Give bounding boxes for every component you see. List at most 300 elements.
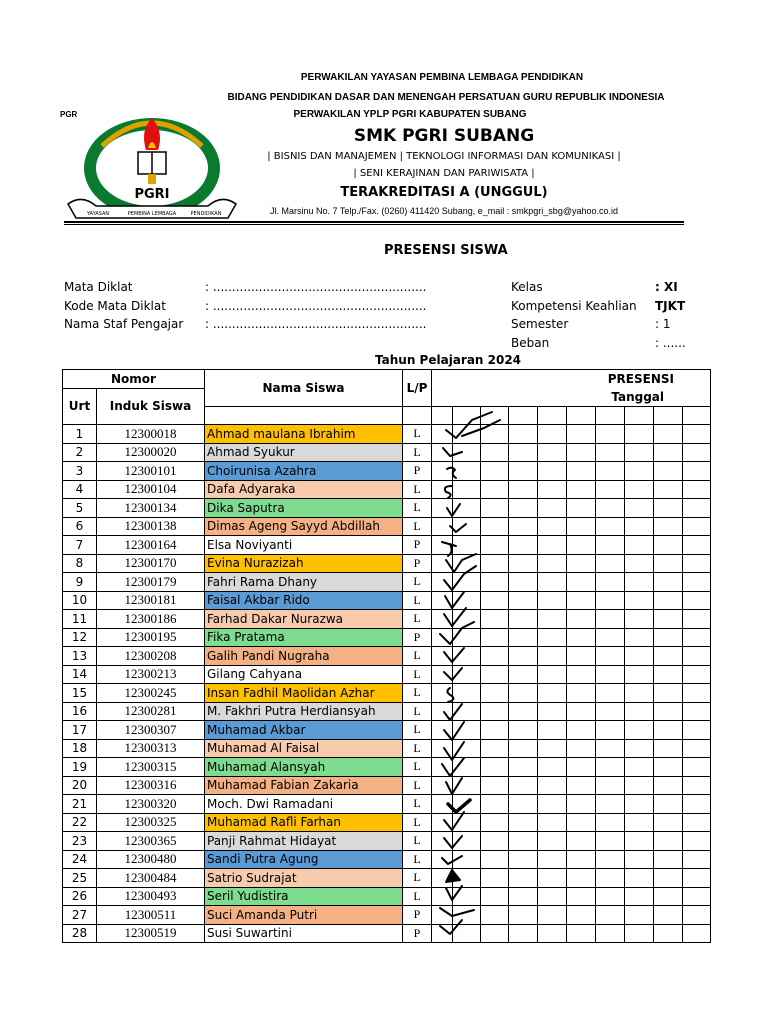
student-name-cell: Choirunisa Azahra bbox=[205, 462, 403, 481]
urt-header: Urt bbox=[63, 388, 97, 425]
date-cell bbox=[625, 406, 654, 425]
table-row bbox=[63, 795, 711, 814]
urt-cell: 28 bbox=[63, 924, 97, 943]
attendance-cell bbox=[654, 776, 683, 795]
attendance-cell bbox=[481, 517, 509, 536]
attendance-cell bbox=[625, 795, 654, 814]
student-name-cell: Muhamad Rafli Farhan bbox=[205, 813, 403, 832]
attendance-cell bbox=[654, 647, 683, 666]
attendance-cell bbox=[625, 869, 654, 888]
attendance-cell bbox=[453, 536, 481, 555]
student-name-cell: Evina Nurazizah bbox=[205, 554, 403, 573]
attendance-cell bbox=[654, 665, 683, 684]
attendance-cell bbox=[567, 628, 596, 647]
attendance-cell bbox=[596, 702, 625, 721]
lp-cell: L bbox=[403, 758, 432, 777]
mata-diklat-label: Mata Diklat bbox=[64, 280, 133, 294]
induk-cell: 12300316 bbox=[97, 776, 205, 795]
attendance-cell bbox=[654, 795, 683, 814]
attendance-cell bbox=[625, 610, 654, 629]
attendance-cell bbox=[567, 832, 596, 851]
attendance-cell bbox=[625, 813, 654, 832]
attendance-cell bbox=[509, 906, 538, 925]
lp-cell: P bbox=[403, 924, 432, 943]
lp-cell: L bbox=[403, 795, 432, 814]
nomor-header: Nomor bbox=[63, 370, 205, 389]
urt-cell: 5 bbox=[63, 499, 97, 518]
induk-cell: 12300511 bbox=[97, 906, 205, 925]
attendance-cell bbox=[567, 776, 596, 795]
student-name-cell: Dika Saputra bbox=[205, 499, 403, 518]
attendance-cell bbox=[683, 499, 711, 518]
attendance-cell bbox=[654, 813, 683, 832]
attendance-cell bbox=[481, 850, 509, 869]
attendance-cell bbox=[538, 813, 567, 832]
induk-cell: 12300307 bbox=[97, 721, 205, 740]
attendance-cell bbox=[683, 869, 711, 888]
attendance-cell bbox=[654, 850, 683, 869]
attendance-cell bbox=[509, 591, 538, 610]
attendance-cell bbox=[481, 795, 509, 814]
attendance-cell bbox=[509, 610, 538, 629]
attendance-cell bbox=[481, 869, 509, 888]
lp-cell: L bbox=[403, 887, 432, 906]
attendance-cell bbox=[538, 776, 567, 795]
attendance-cell bbox=[683, 776, 711, 795]
induk-cell: 12300101 bbox=[97, 462, 205, 481]
attendance-cell bbox=[481, 684, 509, 703]
attendance-cell bbox=[567, 739, 596, 758]
urt-cell: 13 bbox=[63, 647, 97, 666]
letterhead-divider bbox=[64, 221, 684, 223]
attendance-cell bbox=[509, 739, 538, 758]
urt-cell: 23 bbox=[63, 832, 97, 851]
attendance-cell bbox=[481, 536, 509, 555]
attendance-cell bbox=[538, 739, 567, 758]
attendance-cell bbox=[654, 573, 683, 592]
lp-cell: L bbox=[403, 665, 432, 684]
attendance-cell bbox=[538, 795, 567, 814]
attendance-cell bbox=[596, 795, 625, 814]
attendance-cell bbox=[509, 647, 538, 666]
attendance-cell bbox=[683, 462, 711, 481]
attendance-cell bbox=[567, 610, 596, 629]
tanggal-header: Tanggal bbox=[432, 388, 711, 406]
table-row bbox=[63, 591, 711, 610]
attendance-cell bbox=[567, 758, 596, 777]
beban-label: Beban bbox=[511, 336, 550, 350]
attendance-cell bbox=[481, 554, 509, 573]
lp-cell: P bbox=[403, 554, 432, 573]
staf-field: : ........................................................ bbox=[205, 317, 427, 331]
attendance-cell bbox=[567, 554, 596, 573]
attendance-cell bbox=[453, 425, 481, 444]
urt-cell: 8 bbox=[63, 554, 97, 573]
attendance-cell bbox=[596, 869, 625, 888]
attendance-cell bbox=[683, 758, 711, 777]
attendance-cell bbox=[654, 702, 683, 721]
attendance-cell bbox=[453, 832, 481, 851]
attendance-cell bbox=[509, 850, 538, 869]
attendance-cell bbox=[538, 443, 567, 462]
attendance-cell bbox=[538, 536, 567, 555]
semester-label: Semester bbox=[511, 317, 569, 331]
urt-cell: 10 bbox=[63, 591, 97, 610]
attendance-cell bbox=[596, 776, 625, 795]
attendance-cell bbox=[683, 739, 711, 758]
attendance-cell bbox=[625, 684, 654, 703]
induk-cell: 12300179 bbox=[97, 573, 205, 592]
attendance-cell bbox=[481, 647, 509, 666]
urt-cell: 1 bbox=[63, 425, 97, 444]
lp-cell: P bbox=[403, 536, 432, 555]
date-cell bbox=[596, 406, 625, 425]
attendance-cell bbox=[596, 462, 625, 481]
attendance-cell bbox=[654, 721, 683, 740]
attendance-cell bbox=[432, 776, 453, 795]
attendance-cell bbox=[481, 480, 509, 499]
table-row bbox=[63, 813, 711, 832]
letterhead-line-2: BIDANG PENDIDIKAN DASAR DAN MENENGAH PERSATUAN GURU REPUBLIK INDONESIA bbox=[227, 92, 665, 103]
school-address: Jl. Marsinu No. 7 Telp./Fax. (0260) 411420 Subang, e_mail : smkpgri_sbg@yahoo.co.id bbox=[270, 206, 618, 216]
attendance-cell bbox=[453, 887, 481, 906]
cut-off-text: PGR bbox=[60, 110, 78, 119]
table-row bbox=[63, 610, 711, 629]
attendance-cell bbox=[567, 462, 596, 481]
attendance-cell bbox=[453, 924, 481, 943]
table-row bbox=[63, 739, 711, 758]
lp-cell: P bbox=[403, 906, 432, 925]
attendance-cell bbox=[625, 499, 654, 518]
attendance-cell bbox=[538, 924, 567, 943]
urt-cell: 24 bbox=[63, 850, 97, 869]
lp-cell: L bbox=[403, 739, 432, 758]
attendance-cell bbox=[683, 813, 711, 832]
accreditation: TERAKREDITASI A (UNGGUL) bbox=[340, 185, 548, 200]
attendance-cell bbox=[596, 906, 625, 925]
urt-cell: 12 bbox=[63, 628, 97, 647]
attendance-cell bbox=[432, 573, 453, 592]
attendance-cell bbox=[567, 591, 596, 610]
presensi-header: PRESENSI bbox=[432, 370, 711, 389]
student-name-cell: Dimas Ageng Sayyd Abdillah bbox=[205, 517, 403, 536]
attendance-cell bbox=[453, 776, 481, 795]
kelas-value: : XI bbox=[655, 280, 678, 294]
attendance-cell bbox=[654, 499, 683, 518]
student-name-cell: M. Fakhri Putra Herdiansyah bbox=[205, 702, 403, 721]
table-row bbox=[63, 517, 711, 536]
attendance-cell bbox=[509, 443, 538, 462]
date-cell bbox=[509, 406, 538, 425]
attendance-cell bbox=[432, 536, 453, 555]
attendance-cell bbox=[654, 554, 683, 573]
lp-cell: L bbox=[403, 499, 432, 518]
lp-cell: L bbox=[403, 721, 432, 740]
attendance-cell bbox=[509, 887, 538, 906]
attendance-cell bbox=[481, 610, 509, 629]
attendance-cell bbox=[509, 832, 538, 851]
attendance-cell bbox=[509, 758, 538, 777]
lp-cell: L bbox=[403, 573, 432, 592]
attendance-cell bbox=[538, 610, 567, 629]
attendance-cell bbox=[596, 813, 625, 832]
attendance-cell bbox=[481, 425, 509, 444]
lp-cell: L bbox=[403, 480, 432, 499]
induk-cell: 12300208 bbox=[97, 647, 205, 666]
attendance-cell bbox=[432, 425, 453, 444]
nama-header: Nama Siswa bbox=[205, 370, 403, 407]
attendance-cell bbox=[481, 462, 509, 481]
induk-cell: 12300480 bbox=[97, 850, 205, 869]
attendance-cell bbox=[683, 721, 711, 740]
attendance-cell bbox=[538, 832, 567, 851]
attendance-cell bbox=[596, 499, 625, 518]
urt-cell: 27 bbox=[63, 906, 97, 925]
student-name-cell: Dafa Adyaraka bbox=[205, 480, 403, 499]
attendance-cell bbox=[625, 665, 654, 684]
attendance-cell bbox=[453, 573, 481, 592]
student-name-cell: Moch. Dwi Ramadani bbox=[205, 795, 403, 814]
attendance-cell bbox=[481, 702, 509, 721]
urt-cell: 11 bbox=[63, 610, 97, 629]
attendance-cell bbox=[509, 480, 538, 499]
attendance-cell bbox=[432, 795, 453, 814]
attendance-cell bbox=[596, 610, 625, 629]
attendance-cell bbox=[432, 906, 453, 925]
attendance-cell bbox=[567, 702, 596, 721]
attendance-cell bbox=[567, 536, 596, 555]
attendance-cell bbox=[453, 517, 481, 536]
lp-cell: L bbox=[403, 832, 432, 851]
attendance-cell bbox=[625, 924, 654, 943]
attendance-cell bbox=[432, 610, 453, 629]
urt-cell: 21 bbox=[63, 795, 97, 814]
lp-cell: L bbox=[403, 647, 432, 666]
attendance-cell bbox=[538, 887, 567, 906]
attendance-cell bbox=[432, 832, 453, 851]
attendance-cell bbox=[683, 832, 711, 851]
urt-cell: 14 bbox=[63, 665, 97, 684]
attendance-cell bbox=[596, 425, 625, 444]
attendance-cell bbox=[538, 499, 567, 518]
attendance-cell bbox=[683, 610, 711, 629]
student-name-cell: Farhad Dakar Nurazwa bbox=[205, 610, 403, 629]
letterhead-divider-thin bbox=[64, 224, 684, 225]
lp-cell: L bbox=[403, 850, 432, 869]
attendance-cell bbox=[654, 758, 683, 777]
kompetensi-value: TJKT bbox=[655, 299, 686, 313]
urt-cell: 20 bbox=[63, 776, 97, 795]
attendance-cell bbox=[432, 924, 453, 943]
attendance-cell bbox=[509, 628, 538, 647]
attendance-cell bbox=[432, 443, 453, 462]
attendance-cell bbox=[683, 517, 711, 536]
attendance-cell bbox=[625, 628, 654, 647]
attendance-cell bbox=[432, 721, 453, 740]
induk-cell: 12300134 bbox=[97, 499, 205, 518]
attendance-cell bbox=[481, 591, 509, 610]
attendance-cell bbox=[538, 591, 567, 610]
svg-text:PEMBINA LEMBAGA: PEMBINA LEMBAGA bbox=[127, 211, 177, 217]
attendance-cell bbox=[654, 832, 683, 851]
table-row bbox=[63, 462, 711, 481]
student-name-cell: Gilang Cahyana bbox=[205, 665, 403, 684]
lp-cell: L bbox=[403, 443, 432, 462]
attendance-cell bbox=[432, 554, 453, 573]
attendance-cell bbox=[538, 850, 567, 869]
attendance-cell bbox=[654, 906, 683, 925]
lp-cell: L bbox=[403, 610, 432, 629]
attendance-cell bbox=[453, 795, 481, 814]
student-name-cell: Sandi Putra Agung bbox=[205, 850, 403, 869]
attendance-cell bbox=[567, 573, 596, 592]
attendance-cell bbox=[538, 480, 567, 499]
attendance-cell bbox=[509, 554, 538, 573]
attendance-cell bbox=[567, 924, 596, 943]
induk-cell: 12300181 bbox=[97, 591, 205, 610]
attendance-cell bbox=[481, 906, 509, 925]
attendance-cell bbox=[596, 684, 625, 703]
attendance-cell bbox=[654, 628, 683, 647]
attendance-cell bbox=[683, 702, 711, 721]
attendance-cell bbox=[683, 795, 711, 814]
attendance-cell bbox=[625, 739, 654, 758]
induk-cell: 12300020 bbox=[97, 443, 205, 462]
student-name-cell: Panji Rahmat Hidayat bbox=[205, 832, 403, 851]
urt-cell: 26 bbox=[63, 887, 97, 906]
lp-cell: L bbox=[403, 776, 432, 795]
table-row bbox=[63, 665, 711, 684]
attendance-cell bbox=[453, 684, 481, 703]
student-name-cell: Muhamad Akbar bbox=[205, 721, 403, 740]
attendance-table bbox=[62, 369, 711, 943]
induk-cell: 12300281 bbox=[97, 702, 205, 721]
urt-cell: 22 bbox=[63, 813, 97, 832]
urt-cell: 15 bbox=[63, 684, 97, 703]
attendance-cell bbox=[683, 647, 711, 666]
attendance-cell bbox=[453, 591, 481, 610]
attendance-cell bbox=[453, 702, 481, 721]
table-row bbox=[63, 480, 711, 499]
kelas-label: Kelas bbox=[511, 280, 543, 294]
attendance-cell bbox=[538, 628, 567, 647]
attendance-cell bbox=[509, 462, 538, 481]
attendance-cell bbox=[538, 702, 567, 721]
attendance-cell bbox=[432, 702, 453, 721]
attendance-cell bbox=[596, 554, 625, 573]
attendance-cell bbox=[625, 887, 654, 906]
attendance-cell bbox=[538, 665, 567, 684]
induk-cell: 12300365 bbox=[97, 832, 205, 851]
induk-cell: 12300164 bbox=[97, 536, 205, 555]
attendance-cell bbox=[453, 813, 481, 832]
attendance-cell bbox=[625, 591, 654, 610]
urt-cell: 6 bbox=[63, 517, 97, 536]
attendance-cell bbox=[654, 739, 683, 758]
attendance-cell bbox=[596, 573, 625, 592]
attendance-cell bbox=[596, 628, 625, 647]
attendance-cell bbox=[432, 684, 453, 703]
urt-cell: 16 bbox=[63, 702, 97, 721]
table-row bbox=[63, 628, 711, 647]
date-cell bbox=[654, 406, 683, 425]
table-row bbox=[63, 850, 711, 869]
attendance-cell bbox=[509, 721, 538, 740]
attendance-cell bbox=[481, 832, 509, 851]
attendance-cell bbox=[625, 573, 654, 592]
table-row bbox=[63, 647, 711, 666]
student-name-cell: Fika Pratama bbox=[205, 628, 403, 647]
attendance-cell bbox=[683, 628, 711, 647]
attendance-cell bbox=[625, 776, 654, 795]
student-name-cell: Susi Suwartini bbox=[205, 924, 403, 943]
attendance-cell bbox=[654, 924, 683, 943]
date-cell bbox=[567, 406, 596, 425]
urt-cell: 4 bbox=[63, 480, 97, 499]
attendance-cell bbox=[481, 887, 509, 906]
letterhead-line-3: PERWAKILAN YPLP PGRI KABUPATEN SUBANG bbox=[293, 109, 527, 120]
attendance-cell bbox=[567, 517, 596, 536]
attendance-cell bbox=[453, 721, 481, 740]
attendance-cell bbox=[683, 573, 711, 592]
attendance-cell bbox=[596, 647, 625, 666]
student-name-cell: Galih Pandi Nugraha bbox=[205, 647, 403, 666]
attendance-cell bbox=[509, 517, 538, 536]
attendance-cell bbox=[432, 517, 453, 536]
attendance-cell bbox=[432, 480, 453, 499]
lp-header: L/P bbox=[403, 370, 432, 407]
attendance-cell bbox=[596, 443, 625, 462]
table-row bbox=[63, 924, 711, 943]
attendance-cell bbox=[625, 721, 654, 740]
student-name-cell: Satrio Sudrajat bbox=[205, 869, 403, 888]
table-row bbox=[63, 721, 711, 740]
table-row bbox=[63, 499, 711, 518]
attendance-cell bbox=[567, 499, 596, 518]
beban-value: : ...... bbox=[655, 336, 686, 350]
student-name-cell: Muhamad Al Faisal bbox=[205, 739, 403, 758]
attendance-cell bbox=[683, 480, 711, 499]
attendance-cell bbox=[509, 776, 538, 795]
attendance-cell bbox=[596, 758, 625, 777]
attendance-cell bbox=[567, 665, 596, 684]
induk-cell: 12300325 bbox=[97, 813, 205, 832]
attendance-cell bbox=[683, 684, 711, 703]
attendance-cell bbox=[625, 647, 654, 666]
attendance-cell bbox=[567, 795, 596, 814]
programs-line-1: | BISNIS DAN MANAJEMEN | TEKNOLOGI INFORMASI DAN KOMUNIKASI | bbox=[267, 151, 621, 162]
attendance-cell bbox=[538, 462, 567, 481]
attendance-cell bbox=[596, 887, 625, 906]
date-cell bbox=[538, 406, 567, 425]
attendance-cell bbox=[625, 850, 654, 869]
attendance-cell bbox=[481, 721, 509, 740]
kode-label: Kode Mata Diklat bbox=[64, 299, 166, 313]
date-cell bbox=[432, 406, 453, 425]
attendance-cell bbox=[481, 573, 509, 592]
attendance-cell bbox=[625, 425, 654, 444]
student-name-cell: Muhamad Alansyah bbox=[205, 758, 403, 777]
attendance-cell bbox=[654, 425, 683, 444]
kode-field: : ........................................................ bbox=[205, 299, 427, 313]
attendance-cell bbox=[625, 480, 654, 499]
attendance-cell bbox=[509, 924, 538, 943]
student-name-cell: Ahmad maulana Ibrahim bbox=[205, 425, 403, 444]
attendance-cell bbox=[596, 850, 625, 869]
urt-cell: 9 bbox=[63, 573, 97, 592]
attendance-cell bbox=[453, 443, 481, 462]
attendance-cell bbox=[453, 906, 481, 925]
